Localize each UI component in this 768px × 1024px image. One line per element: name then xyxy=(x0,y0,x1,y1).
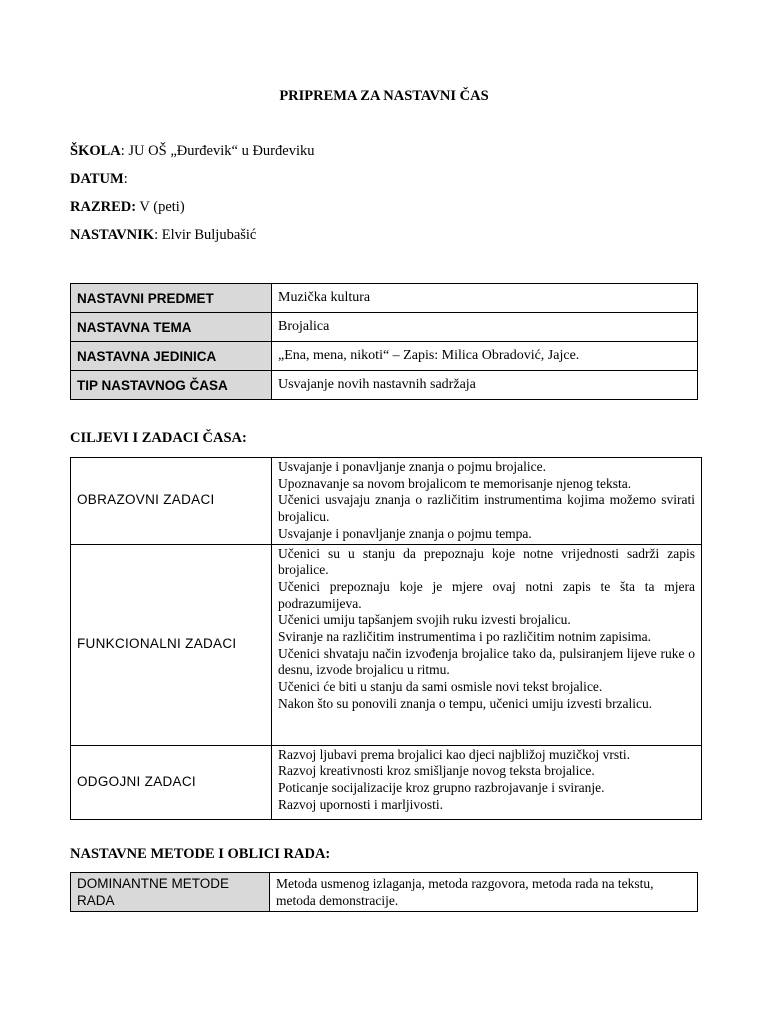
goal-items xyxy=(272,745,702,819)
info-value: Usvajanje novih nastavnih sadržaja xyxy=(272,371,698,400)
field-nastavnik-label: NASTAVNIK xyxy=(70,227,155,243)
goal-label: OBRAZOVNI ZADACI xyxy=(71,458,272,545)
table-row xyxy=(71,458,702,545)
list-item: Učenici umiju tapšanjem svojih ruku izvesti brojalicu. xyxy=(278,612,571,628)
list-item: Učenici prepoznaju koje je mjere ovaj notni zapis te šta ta mjera podrazumijeva. xyxy=(278,578,695,611)
info-value: Brojalica xyxy=(272,313,698,342)
table-row xyxy=(71,745,702,819)
table-row xyxy=(71,342,698,371)
list-item: Razvoj ljubavi prema brojalici kao djeci najbližoj muzičkoj vrsti. xyxy=(278,746,631,762)
list-item: Nakon što su ponovili znanja o tempu, učenici umiju izvesti brzalicu. xyxy=(278,695,653,711)
table-row xyxy=(71,284,698,313)
field-datum-label: DATUM xyxy=(70,171,124,187)
table-row xyxy=(71,371,698,400)
goals-heading: CILJEVI I ZADACI ČASA: xyxy=(70,430,247,446)
list-item: Razvoj kreativnosti kroz smišljanje novog teksta brojalice. xyxy=(278,763,595,779)
field-nastavnik-value: : Elvir Buljubašić xyxy=(154,227,257,243)
list-item: Učenici su u stanju da prepoznaju koje notne vrijednosti sadrži zapis brojalice. xyxy=(278,545,695,578)
table-row xyxy=(71,544,702,745)
info-label: NASTAVNI PREDMET xyxy=(71,284,272,313)
info-label: TIP NASTAVNOG ČASA xyxy=(71,371,272,400)
list-item: Učenici shvataju način izvođenja brojalice tako da, pulsiranjem lijeve ruke o desnu, izvode brojalicu u ritmu. xyxy=(278,645,695,678)
table-row xyxy=(71,873,698,912)
field-skola-value: : JU OŠ „Đurđevik“ u Đurđeviku xyxy=(120,143,315,159)
list-item: Usvajanje i ponavljanje znanja o pojmu brojalice. xyxy=(278,459,547,474)
field-razred-value: V (peti) xyxy=(136,199,185,215)
info-table xyxy=(70,283,698,400)
table-row xyxy=(71,313,698,342)
methods-label: DOMINANTNE METODE RADA xyxy=(71,873,270,912)
list-item: Učenici usvajaju znanja o različitim instrumentima kojima možemo svirati brojalicu. xyxy=(278,492,695,525)
field-razred xyxy=(70,199,185,216)
goal-label: ODGOJNI ZADACI xyxy=(71,745,272,819)
info-value: „Ena, mena, nikoti“ – Zapis: Milica Obradović, Jajce. xyxy=(272,342,698,371)
list-item: Upoznavanje sa novom brojalicom te memorisanje njenog teksta. xyxy=(278,475,632,491)
list-item: Razvoj upornosti i marljivosti. xyxy=(278,796,443,812)
methods-value: Metoda usmenog izlaganja, metoda razgovora, metoda rada na tekstu, metoda demonstracije. xyxy=(270,873,698,912)
list-item: Poticanje socijalizacije kroz grupno razbrojavanje i sviranje. xyxy=(278,779,605,795)
info-label: NASTAVNA TEMA xyxy=(71,313,272,342)
info-value: Muzička kultura xyxy=(272,284,698,313)
document-title: PRIPREMA ZA NASTAVNI ČAS xyxy=(279,88,489,104)
list-item: Sviranje na različitim instrumentima i po različitim notnim zapisima. xyxy=(278,629,652,645)
goal-items xyxy=(272,458,702,545)
list-item: Učenici će biti u stanju da sami osmisle novi tekst brojalice. xyxy=(278,679,603,695)
methods-table xyxy=(70,872,698,912)
field-nastavnik xyxy=(70,227,256,244)
goal-label: FUNKCIONALNI ZADACI xyxy=(71,544,272,745)
field-datum xyxy=(70,171,128,188)
field-skola xyxy=(70,143,314,160)
field-razred-label: RAZRED: xyxy=(70,199,137,215)
field-skola-label: ŠKOLA xyxy=(70,143,121,159)
list-item: Usvajanje i ponavljanje znanja o pojmu tempa. xyxy=(278,525,532,541)
field-datum-value: : xyxy=(123,171,128,187)
info-label: NASTAVNA JEDINICA xyxy=(71,342,272,371)
methods-heading: NASTAVNE METODE I OBLICI RADA: xyxy=(70,846,331,862)
goal-items xyxy=(272,544,702,745)
goals-table xyxy=(70,457,702,820)
